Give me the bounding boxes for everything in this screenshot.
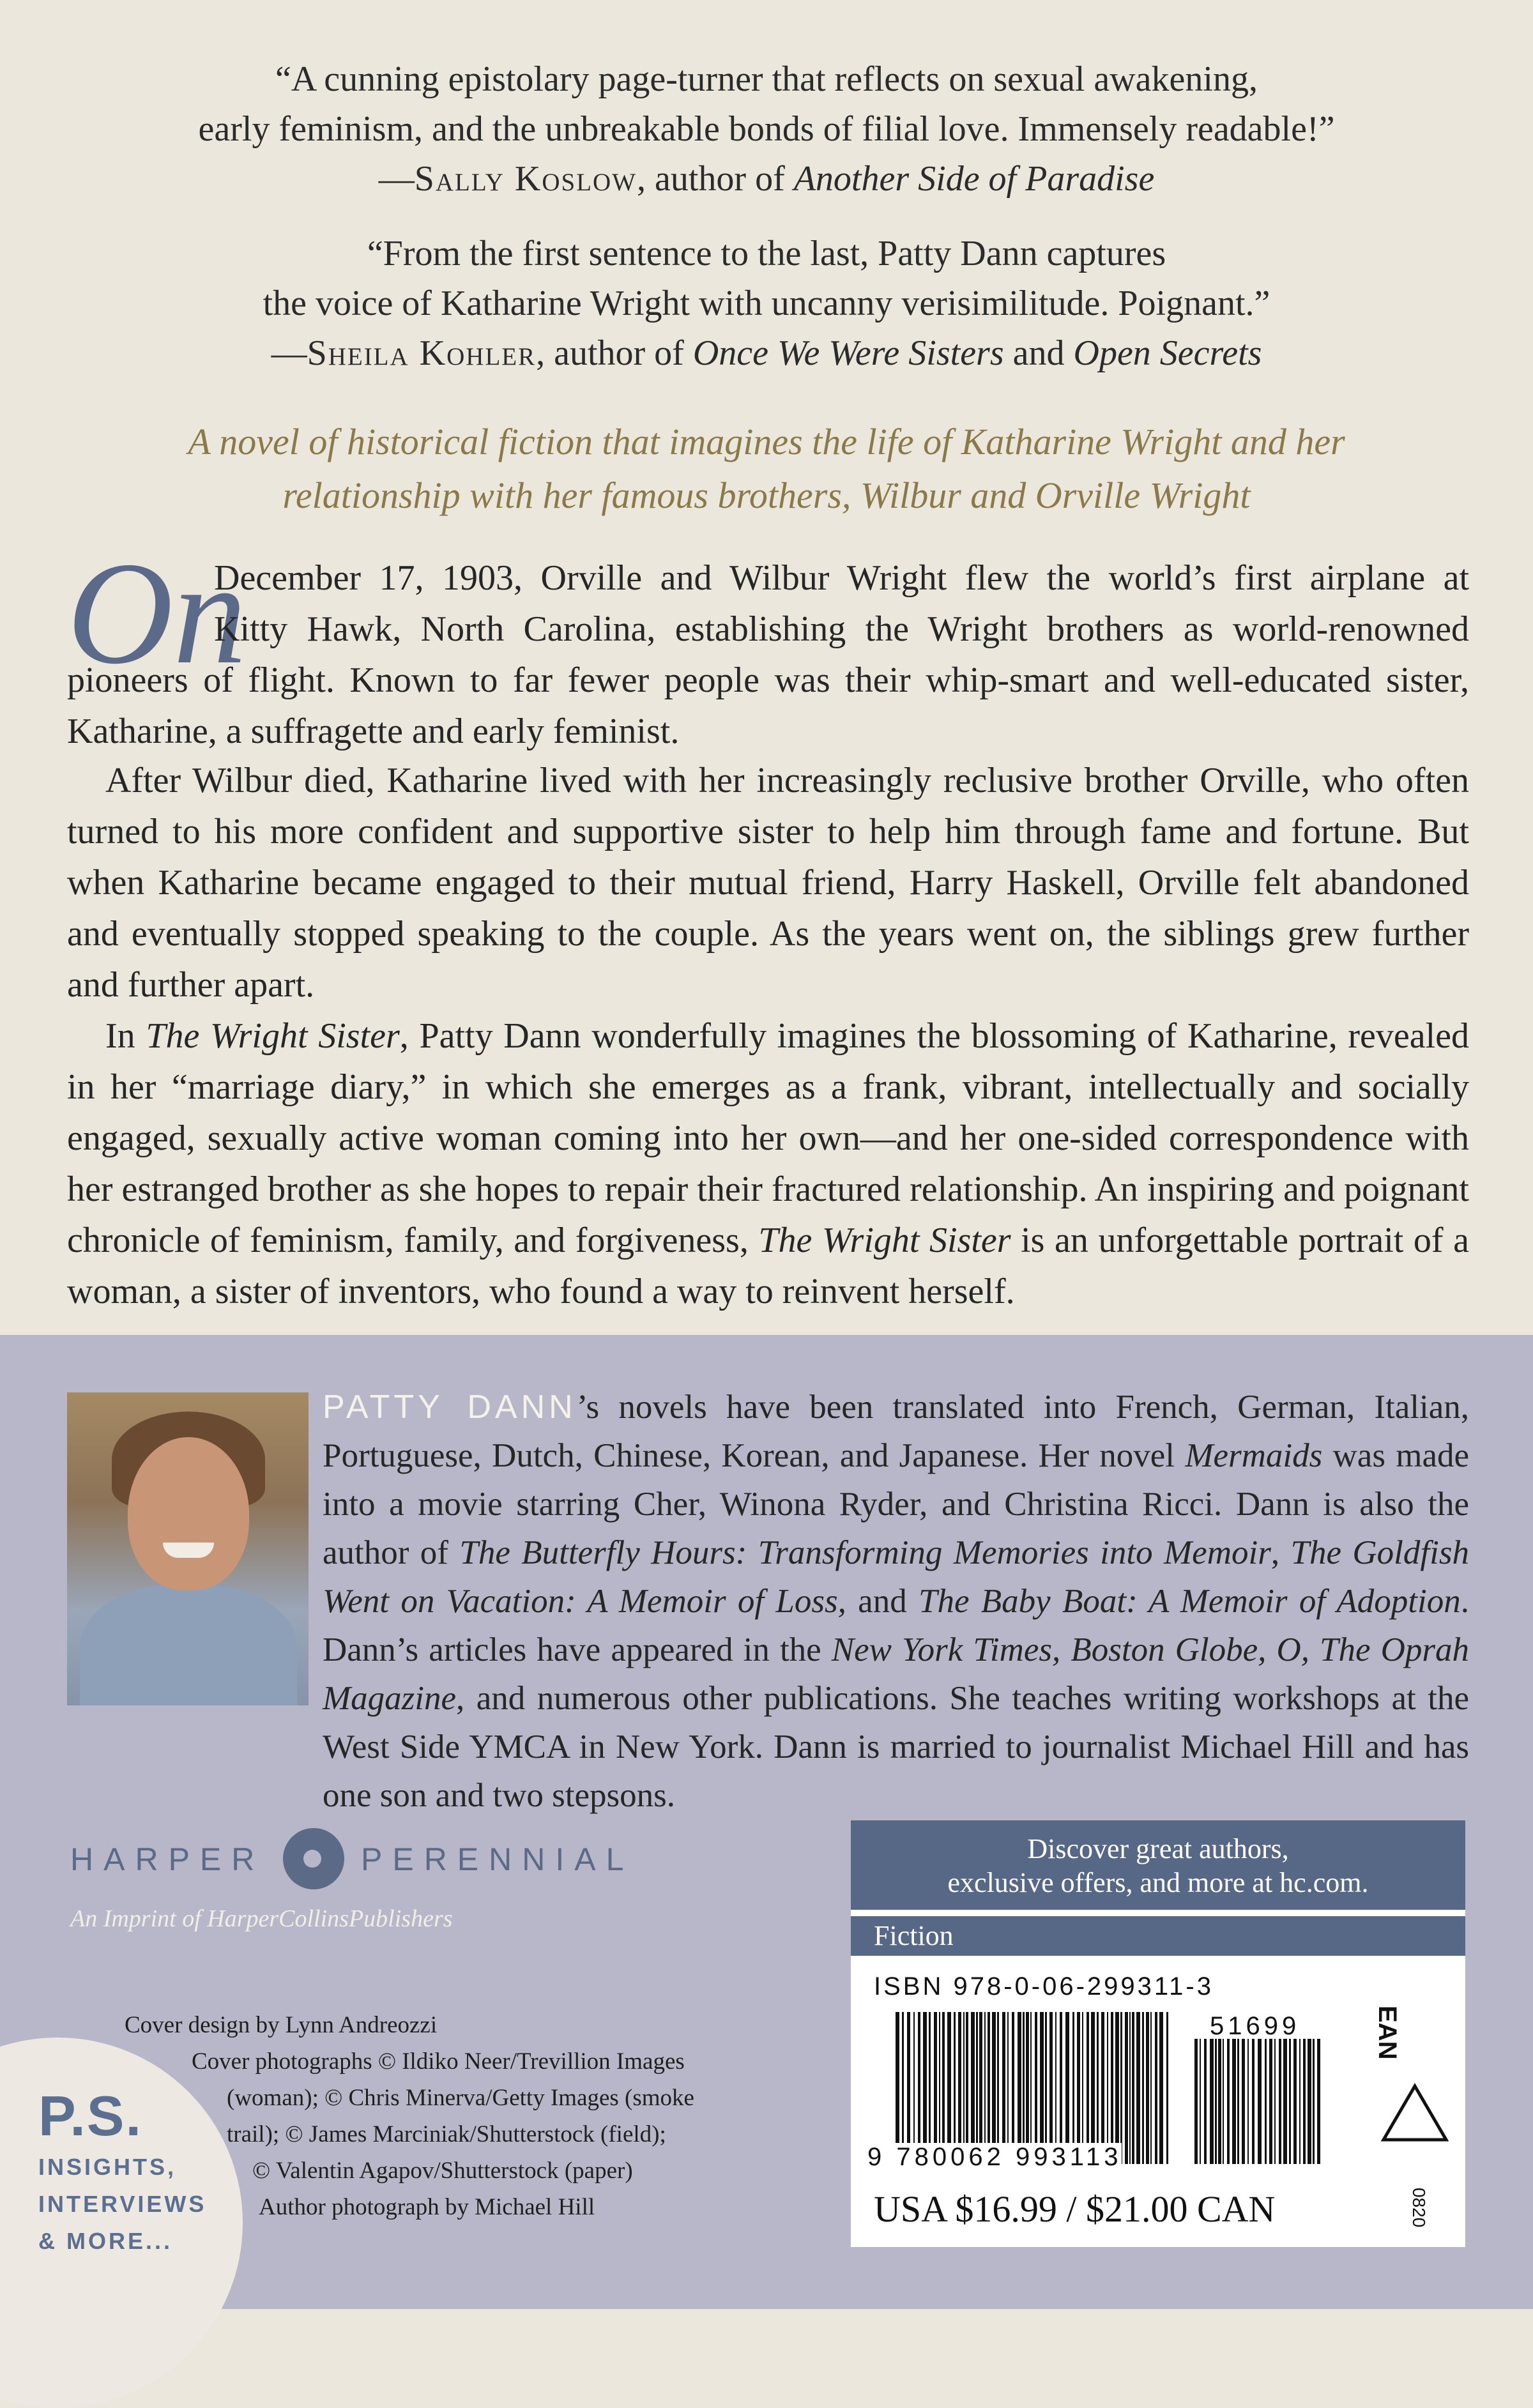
discover-banner: Discover great authors, exclusive offers, and more at hc.com. xyxy=(851,1820,1465,1910)
barcode-bar xyxy=(1200,2039,1201,2164)
barcode-bar xyxy=(1155,2012,1157,2164)
barcode-bar xyxy=(966,2012,968,2164)
cover-credits: Cover design by Lynn Andreozzi Cover photographs © Ildiko Neer/Trevillion Images (woman); © Chris Minerva/Getty Images (smoke trail); © James Marciniak/Shutterstock (field); © Valentin Agapov/Shutterstock (paper) Author photograph by Michael Hill xyxy=(125,2012,694,2220)
barcode-bar xyxy=(1136,2012,1140,2164)
barcode-bar xyxy=(1002,2012,1005,2164)
barcode-bar xyxy=(1101,2012,1104,2164)
barcode-bar xyxy=(1223,2039,1224,2164)
barcode-bar xyxy=(1120,2012,1122,2164)
barcode-bar xyxy=(997,2012,999,2164)
barcode-bar xyxy=(979,2012,982,2164)
barcode-bar xyxy=(1210,2039,1214,2164)
price-text: USA $16.99 / $21.00 CAN xyxy=(874,2188,1276,2230)
barcode-bar xyxy=(1289,2039,1291,2164)
price-code-small: 0820 xyxy=(1409,2188,1429,2228)
barcode-bar xyxy=(1204,2039,1207,2164)
barcode-price xyxy=(1194,2039,1323,2164)
barcode-bar xyxy=(1045,2012,1047,2164)
barcode-bar xyxy=(1115,2012,1119,2164)
barcode-bar xyxy=(1265,2039,1267,2164)
ean-label: EAN xyxy=(1373,2006,1401,2060)
barcode-bar xyxy=(1030,2012,1032,2164)
isbn-text: ISBN 978-0-06-299311-3 xyxy=(874,1972,1214,2000)
tagline: A novel of historical fiction that imagines the life of Katharine Wright and her relationship with her famous brothers, Wilbur and Orville Wright xyxy=(188,421,1345,516)
barcode-bar xyxy=(1077,2012,1080,2164)
description-paragraph-3: In The Wright Sister, Patty Dann wonderfully imagines the blossoming of Katharine, revealed in her “marriage diary,” in which she emerges as a frank, vibrant, intellectually and socially engaged, sexually active woman coming into her own—and her one-sided correspondence with her estranged brother as she hopes to repair their fractured relationship. An inspiring and poignant chronicle of feminism, family, and forgiveness, The Wright Sister is an unforgettable portrait of a woman, a sister of inventors, who found a way to reinvent herself. xyxy=(67,1016,1470,1311)
barcode-bar xyxy=(934,2012,937,2164)
barcode-bar xyxy=(942,2012,945,2164)
imprint-line: An Imprint of HarperCollinsPublishers xyxy=(70,1905,453,1932)
barcode-bar xyxy=(1129,2012,1131,2164)
barcode-bar xyxy=(1258,2039,1262,2164)
barcode-bar xyxy=(1317,2039,1320,2164)
barcode-bar xyxy=(1247,2039,1249,2164)
barcode-bar xyxy=(1159,2012,1163,2164)
barcode-bar xyxy=(988,2012,990,2164)
barcode-bar xyxy=(1132,2012,1134,2164)
barcode-bar xyxy=(1252,2039,1255,2164)
barcode-bar xyxy=(1142,2012,1144,2164)
barcode-bar xyxy=(896,2012,899,2164)
price-code: 51699 xyxy=(1210,2012,1300,2040)
author-bio: PATTY DANN’s novels have been translated into French, German, Italian, Portuguese, Dutch, Chinese, Korean, and Japanese. Her novel Mermaids was made into a movie starring Cher, Winona Ryder, and Christina Ricci. Dann is also the author of The Butterfly Hours: Transforming Memories into Memoir, The Goldfish Went on Vacation: A Memoir of Loss, and The Baby Boat: A Memoir of Adoption. Dann’s articles have appeared in the New York Times, Boston Globe, O, The Oprah Magazine, and numerous other publications. She teaches writing workshops at the West Side YMCA in New York. Dann is married to journalist Michael Hill and has one son and two stepsons. xyxy=(323,1389,1470,1814)
barcode-bar xyxy=(947,2012,951,2164)
blurb-quote-kohler: “From the first sentence to the last, Patty Dann captures the voice of Katharine Wright with uncanny verisimilitude. Poignant.” —Sheila Kohler, author of Once We Were Sisters and Open Secrets xyxy=(263,234,1270,373)
barcode-bar xyxy=(1269,2039,1272,2164)
barcode-bar xyxy=(913,2012,915,2164)
barcode-main xyxy=(896,2012,1170,2164)
barcode-bar xyxy=(971,2012,975,2164)
barcode-bar xyxy=(1012,2012,1014,2164)
barcode-bar xyxy=(1049,2012,1053,2164)
barcode-bar xyxy=(1242,2039,1245,2164)
barcode-bar xyxy=(1035,2012,1037,2164)
barcode-bar xyxy=(1150,2012,1152,2164)
drop-cap: On xyxy=(67,531,247,694)
publisher-logo-mark xyxy=(283,1828,344,1889)
barcode-bar xyxy=(929,2012,931,2164)
barcode-bar xyxy=(1097,2012,1099,2164)
barcode-bar xyxy=(1283,2039,1287,2164)
barcode-bar xyxy=(1194,2039,1198,2164)
barcode-bar xyxy=(1215,2039,1217,2164)
ps-badge-text: P.S. INSIGHTS, INTERVIEWS & MORE... xyxy=(38,2084,207,2254)
barcode-bar xyxy=(1166,2012,1168,2164)
barcode-bar xyxy=(1007,2012,1009,2164)
barcode-bar xyxy=(1107,2012,1108,2164)
barcode-bar xyxy=(1072,2012,1074,2164)
author-name: PATTY DANN xyxy=(323,1389,577,1426)
barcode-bar xyxy=(954,2012,956,2164)
blurb-quote-koslow: “A cunning epistolary page-turner that reflects on sexual awakening, early feminism, and the unbreakable bonds of filial love. Immensely readable!” —Sally Koslow, author of Another Side of Paradise xyxy=(198,59,1335,199)
barcode-bar xyxy=(963,2012,965,2164)
publisher-logo-perennial: PERENNIAL xyxy=(361,1841,634,1877)
barcode-bar xyxy=(1087,2012,1089,2164)
description-paragraph-2: After Wilbur died, Katharine lived with her increasingly reclusive brother Orville, who often turned to his more confident and supportive sister to help him through fame and fortune. But when Katharine became engaged to their mutual friend, Harry Haskell, Orville felt abandoned and eventually stopped speaking to the couple. As the years went on, the siblings grew further and further apart. xyxy=(67,761,1469,1005)
barcode-bar xyxy=(1313,2039,1315,2164)
barcode-bar xyxy=(1026,2012,1029,2164)
barcode-bar xyxy=(1111,2012,1113,2164)
barcode-bar xyxy=(1308,2039,1311,2164)
barcode-bar xyxy=(939,2012,940,2164)
barcode-digits: 9 780062 993113 xyxy=(867,2143,1122,2171)
publisher-logo-harper: HARPER xyxy=(70,1841,265,1877)
barcode-bar xyxy=(1274,2039,1276,2164)
barcode-bar xyxy=(923,2012,927,2164)
barcode-bar xyxy=(992,2012,996,2164)
barcode-bar xyxy=(1091,2012,1095,2164)
barcode-bar xyxy=(976,2012,978,2164)
triangle-icon xyxy=(1380,2082,1450,2144)
barcode-bar xyxy=(1125,2012,1128,2164)
barcode-bar xyxy=(918,2012,920,2164)
barcode-bar xyxy=(1237,2039,1239,2164)
barcode-bar xyxy=(1060,2012,1062,2164)
barcode-bar xyxy=(958,2012,961,2164)
barcode-bar xyxy=(1227,2039,1230,2164)
barcode-bar xyxy=(1303,2039,1306,2164)
category-label: Fiction xyxy=(851,1916,1465,1956)
barcode-bar xyxy=(1279,2039,1281,2164)
barcode-bar xyxy=(1299,2039,1300,2164)
barcode-bar xyxy=(1218,2039,1221,2164)
barcode-bar xyxy=(1040,2012,1044,2164)
barcode-bar xyxy=(1065,2012,1069,2164)
barcode-bar xyxy=(1146,2012,1149,2164)
barcode-bar xyxy=(1232,2039,1236,2164)
barcode-bar xyxy=(1055,2012,1056,2164)
barcode-bar xyxy=(1023,2012,1025,2164)
retail-box xyxy=(851,1820,1465,2247)
barcode-bar xyxy=(907,2012,910,2164)
barcode-bar xyxy=(902,2012,904,2164)
barcode-bar xyxy=(984,2012,986,2164)
barcode-bar xyxy=(1082,2012,1083,2164)
description-paragraph-1: December 17, 1903, Orville and Wilbur Wright flew the world’s first airplane at Kitty Hawk, North Carolina, establishing the Wright brothers as world-renowned pioneers of flight. Known to far fewer people was their whip-smart and well-educated sister, Katharine, a suffragette and early feminist. xyxy=(67,558,1469,751)
barcode-bar xyxy=(1293,2039,1297,2164)
barcode-bar xyxy=(1018,2012,1021,2164)
